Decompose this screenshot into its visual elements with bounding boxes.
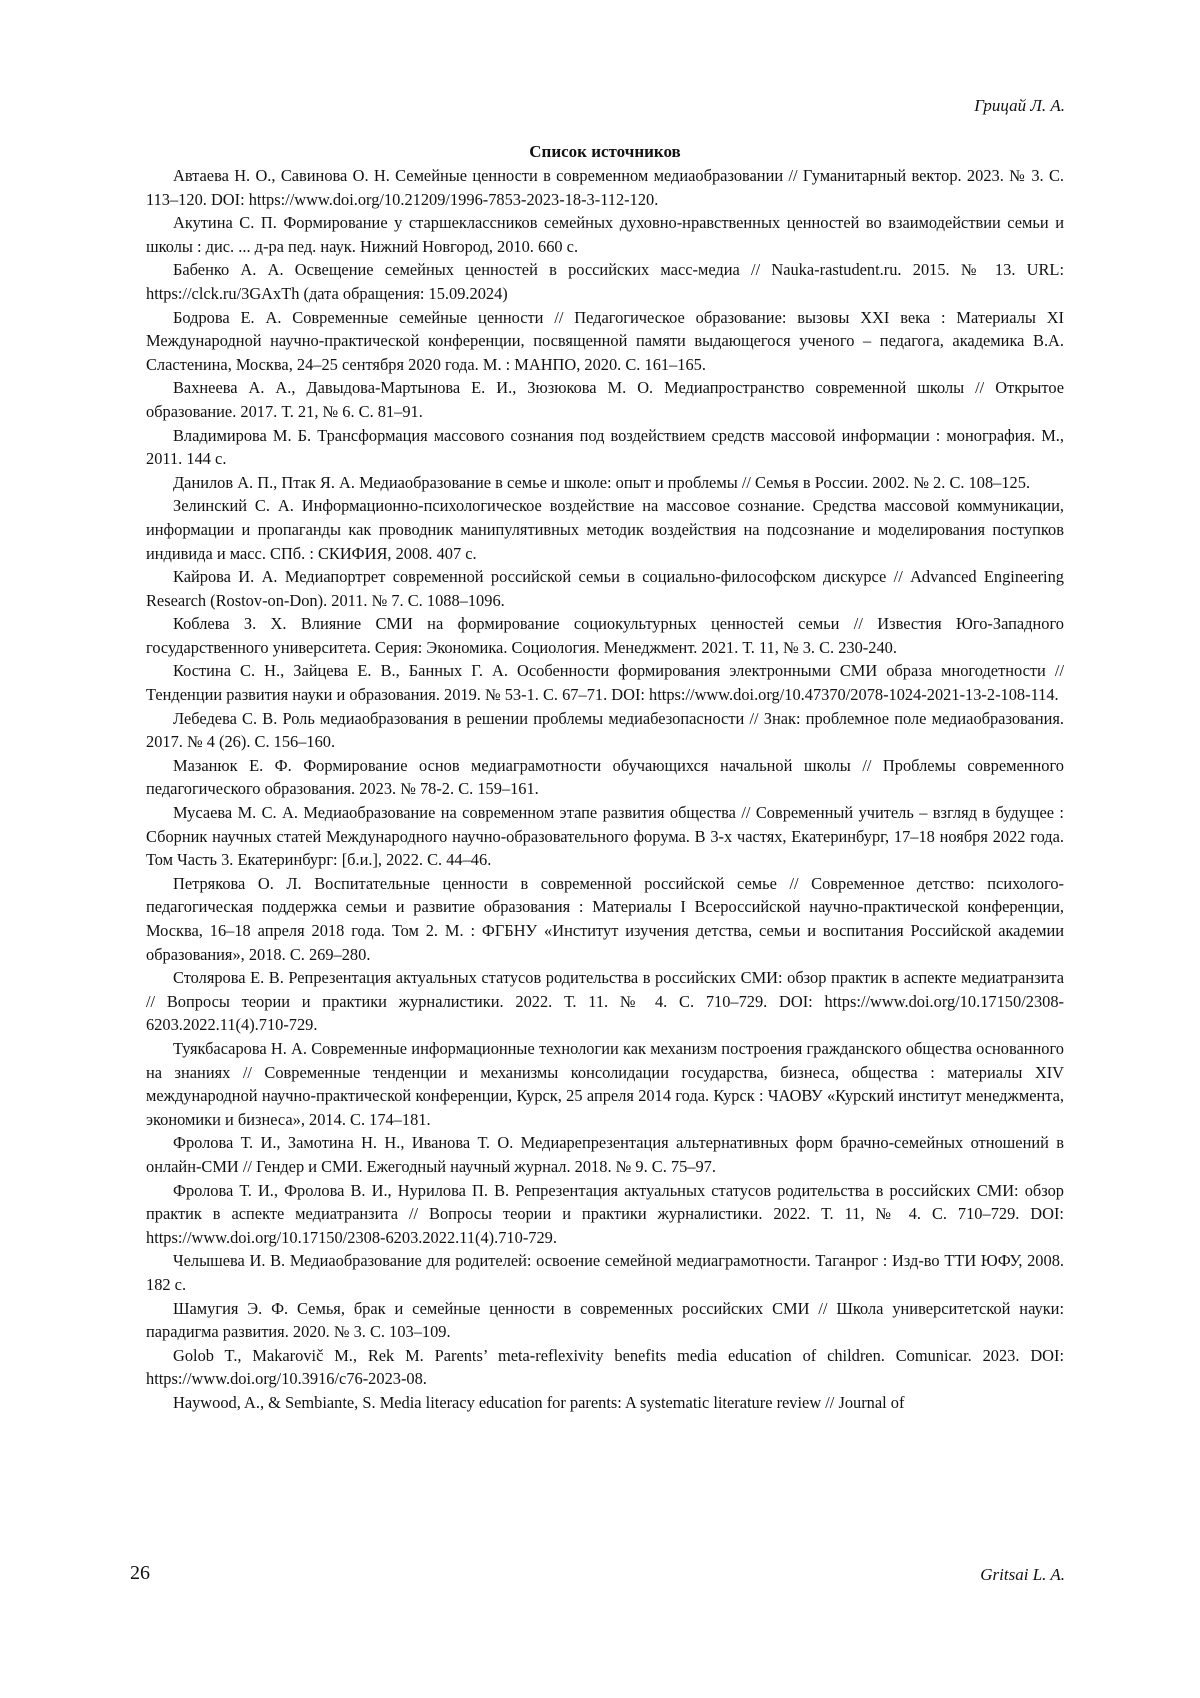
reference-item: Мазанюк Е. Ф. Формирование основ медиаграмотности обучающихся начальной школы // Проблемы современного педагогического образования. 2023. № 78-2. С. 159–161. <box>146 755 1064 799</box>
reference-item: Фролова Т. И., Замотина Н. Н., Иванова Т. О. Медиарепрезентация альтернативных форм брачно-семейных отношений в онлайн-СМИ // Гендер и СМИ. Ежегодный научный журнал. 2018. № 9. С. 75–97. <box>146 1133 1064 1176</box>
reference-item: Haywood, A., & Sembiante, S. Media literacy education for parents: A systematic literature review // Journal of <box>173 1392 905 1412</box>
section-title: Список источников <box>529 142 681 161</box>
reference-item: Мусаева М. С. А. Медиаобразование на современном этапе развития общества // Современный учитель – взгляд в будущее : Сборник научных статей Международного научно-образовательного форума. В 3-х частях, Екатеринбург, 17–18 ноября 2022 года. Том Часть 3. Екатеринбург: [б.и.], 2022. С. 44–46. <box>146 803 1064 870</box>
reference-item: Петрякова О. Л. Воспитательные ценности в современной российской семье // Современное детство: психолого-педагогическая поддержка семьи и развитие образования : Материалы I Всероссийской научно-практической конференции, Москва, 16–18 апреля 2018 года. Том 2. М. : ФГБНУ «Институт изучения детства, семьи и воспитания Российской академии образования», 2018. С. 269–280. <box>146 873 1064 964</box>
reference-item: Данилов А. П., Птак Я. А. Медиаобразование в семье и школе: опыт и проблемы // Семья в России. 2002. № 2. С. 108–125. <box>173 472 1031 492</box>
running-footer-author: Gritsai L. A. <box>980 1565 1065 1584</box>
reference-item: Акутина С. П. Формирование у старшеклассников семейных духовно-нравственных ценностей во взаимодействии семьи и школы : дис. ... д-ра пед. наук. Нижний Новгород, 2010. 660 с. <box>146 213 1064 256</box>
reference-item: Владимирова М. Б. Трансформация массового сознания под воздействием средств массовой информации : монография. М., 2011. 144 с. <box>146 425 1064 469</box>
reference-item: Шамугия Э. Ф. Семья, брак и семейные ценности в современных российских СМИ // Школа университетской науки: парадигма развития. 2020. № 3. С. 103–109. <box>146 1298 1064 1342</box>
reference-item: Зелинский С. А. Информационно-психологическое воздействие на массовое сознание. Средства массовой коммуникации, информации и пропаганды как проводник манипулятивных методик воздействия на подсознание и моделирования поступков индивида и масс. СПб. : СКИФИЯ, 2008. 407 с. <box>146 496 1064 563</box>
reference-item: Вахнеева А. А., Давыдова-Мартынова Е. И., Зюзюкова М. О. Медиапространство современной школы // Открытое образование. 2017. Т. 21, № 6. С. 81–91. <box>146 378 1064 421</box>
reference-item: Бодрова Е. А. Современные семейные ценности // Педагогическое образование: вызовы XXI века : Материалы XI Международной научно-практической конференции, посвященной памяти выдающегося ученого – педагога, академика В.А. Сластенина, Москва, 24–25 сентября 2020 года. М. : МАНПО, 2020. С. 161–165. <box>146 307 1064 374</box>
reference-item: Лебедева С. В. Роль медиаобразования в решении проблемы медиабезопасности // Знак: проблемное поле медиаобразования. 2017. № 4 (26). С. 156–160. <box>146 708 1064 752</box>
reference-item: Бабенко А. А. Освещение семейных ценностей в российских масс-медиа // Nauka-rastudent.ru. 2015. № 13. URL: https://clck.ru/3GAxTh (дата обращения: 15.09.2024) <box>146 260 1064 303</box>
running-header-author: Грицай Л. А. <box>974 96 1065 115</box>
reference-item: Коблева З. Х. Влияние СМИ на формирование социокультурных ценностей семьи // Известия Юго-Западного государственного университета. Серия: Экономика. Социология. Менеджмент. 2021. Т. 11, № 3. С. 230-240. <box>146 614 1064 657</box>
reference-item: Челышева И. В. Медиаобразование для родителей: освоение семейной медиаграмотности. Таганрог : Изд-во ТТИ ЮФУ, 2008. 182 с. <box>146 1251 1064 1294</box>
reference-item: Кайрова И. А. Медиапортрет современной российской семьи в социально-философском дискурсе // Advanced Engineering Research (Rostov-on-Don). 2011. № 7. С. 1088–1096. <box>146 567 1064 610</box>
page-content <box>146 142 1064 1414</box>
reference-item: Туякбасарова Н. А. Современные информационные технологии как механизм построения гражданского общества основанного на знаниях // Современные тенденции и механизмы консолидации государства, бизнеса, общества : материалы XIV международной научно-практической конференции, Курск, 25 апреля 2014 года. Курск : ЧАОВУ «Курский институт менеджмента, экономики и бизнеса», 2014. С. 174–181. <box>146 1038 1064 1129</box>
reference-item: Столярова Е. В. Репрезентация актуальных статусов родительства в российских СМИ: обзор практик в аспекте медиатранзита // Вопросы теории и практики журналистики. 2022. Т. 11. № 4. С. 710–729. DOI: https://www.doi.org/10.17150/2308-6203.2022.11(4).710-729. <box>146 968 1064 1035</box>
reference-item: Фролова Т. И., Фролова В. И., Нурилова П. В. Репрезентация актуальных статусов родительства в российских СМИ: обзор практик в аспекте медиатранзита // Вопросы теории и практики журналистики. 2022. Т. 11, № 4. С. 710–729. DOI: https://www.doi.org/10.17150/2308-6203.2022.11(4).710-729. <box>146 1180 1064 1247</box>
reference-item: Автаева Н. О., Савинова О. Н. Семейные ценности в современном медиаобразовании // Гуманитарный вектор. 2023. № 3. С. 113–120. DOI: https://www.doi.org/10.21209/1996-7853-2023-18-3-112-120. <box>146 166 1064 209</box>
reference-item: Костина С. Н., Зайцева Е. В., Банных Г. А. Особенности формирования электронными СМИ образа многодетности // Тенденции развития науки и образования. 2019. № 53-1. С. 67–71. DOI: https://www.doi.org/10.47370/2078-1024-2021-13-2-108-114. <box>146 661 1064 705</box>
reference-item: Golob T., Makarovič M., Rek M. Parents’ meta-reflexivity benefits media education of children. Comunicar. 2023. DOI: https://www.doi.org/10.3916/c76-2023-08. <box>146 1345 1064 1389</box>
page-number: 26 <box>130 1562 150 1584</box>
reference-list <box>146 164 1064 1414</box>
